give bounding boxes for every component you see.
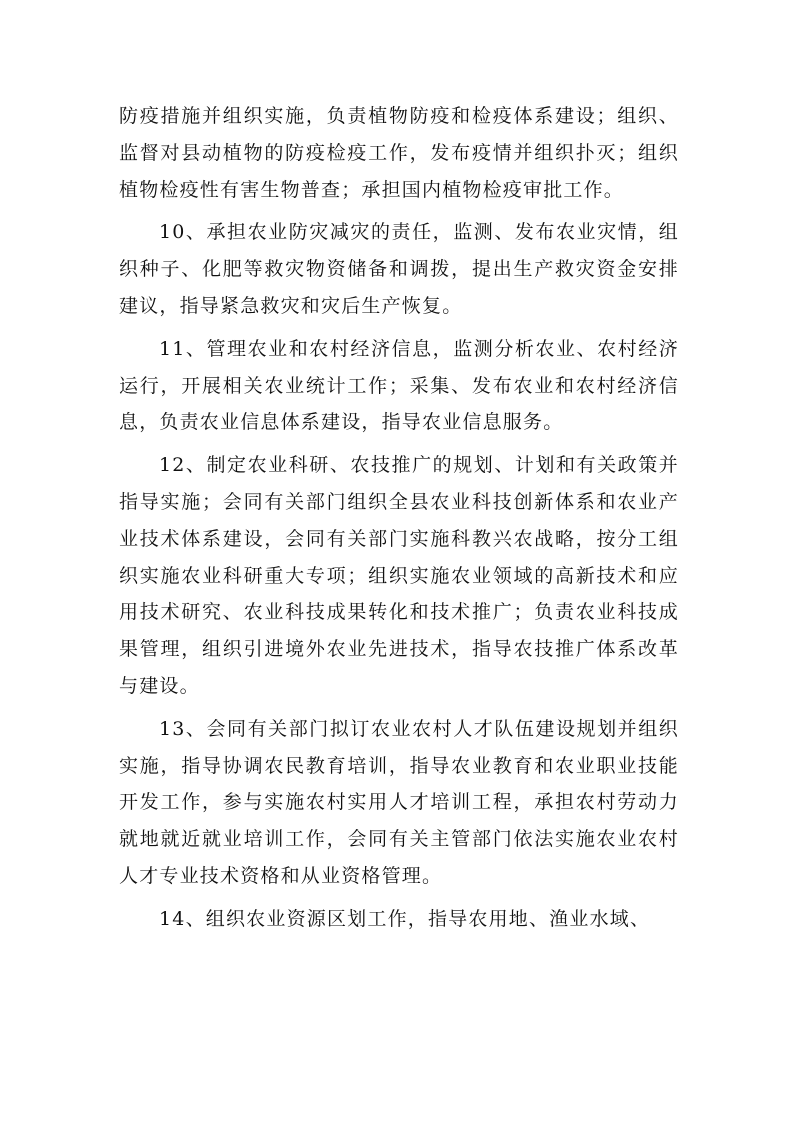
paragraph-item-13: 13、会同有关部门拟订农业农村人才队伍建设规划并组织实施，指导协调农民教育培训，指导农业教育和农业职业技能开发工作，参与实施农村实用人才培训工程，承担农村劳动力就地就近就业培训工作，会同有关主管部门依法实施农业农村人才专业技术资格和从业资格管理。 <box>119 717 679 887</box>
paragraph-item-12: 12、制定农业科研、农技推广的规划、计划和有关政策并指导实施；会同有关部门组织全县农业科技创新体系和农业产业技术体系建设，会同有关部门实施科教兴农战略，按分工组织实施农业科研重大专项；组织实施农业领域的高新技术和应用技术研究、农业科技成果转化和技术推广；负责农业科技成果管理，组织引进境外农业先进技术，指导农技推广体系改革与建设。 <box>119 454 679 697</box>
paragraph-continued: 防疫措施并组织实施，负责植物防疫和检疫体系建设；组织、监督对县动植物的防疫检疫工作，发布疫情并组织扑灭；组织植物检疫性有害生物普查；承担国内植物检疫审批工作。 <box>119 105 679 201</box>
paragraph-item-10: 10、承担农业防灾减灾的责任，监测、发布农业灾情，组织种子、化肥等救灾物资储备和调拨，提出生产救灾资金安排建议，指导紧急救灾和灾后生产恢复。 <box>119 221 679 317</box>
document-body <box>119 98 679 944</box>
paragraph-item-11: 11、管理农业和农村经济信息，监测分析农业、农村经济运行，开展相关农业统计工作；采集、发布农业和农村经济信息，负责农业信息体系建设，指导农业信息服务。 <box>119 337 679 434</box>
paragraph-item-14: 14、组织农业资源区划工作，指导农用地、渔业水域、 <box>159 907 651 930</box>
